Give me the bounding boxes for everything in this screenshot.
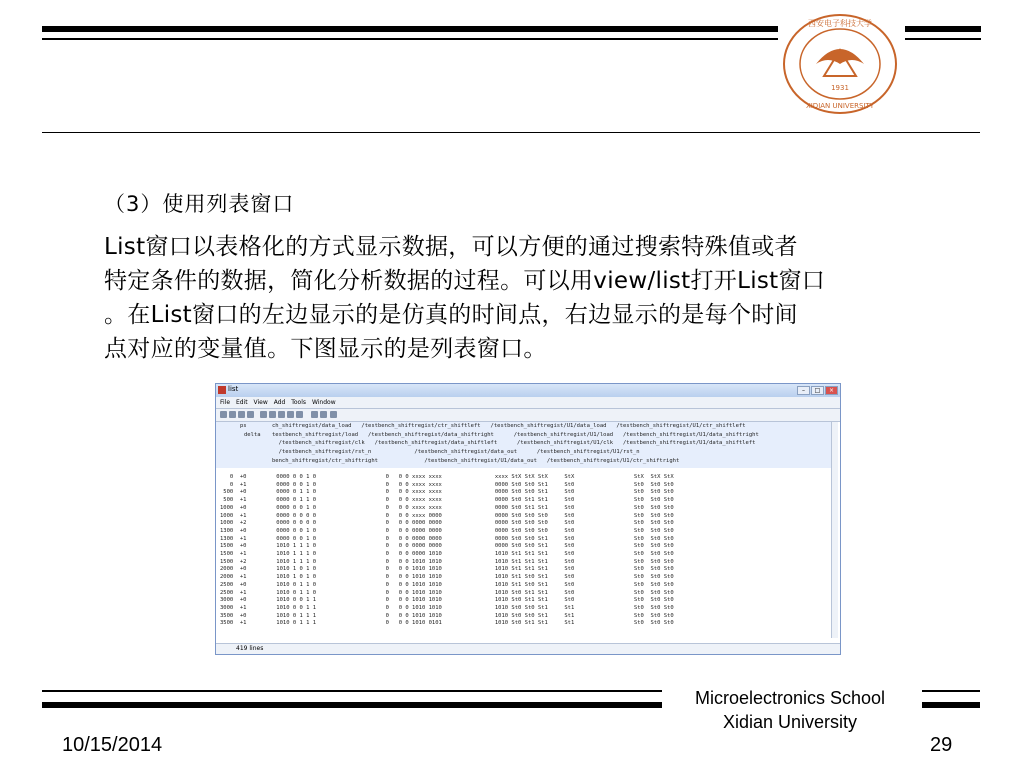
table-row: 1500 +0 1010 1 1 1 0 0 0 0 0000 0000 0000 St0 St0 St1 St0 St0 St0 St0 [220,543,674,550]
header-ps: ps [240,423,247,429]
footer-school-line2: Xidian University [722,712,858,732]
menu-add[interactable]: Add [273,399,286,406]
table-row: 1500 +1 1010 1 1 1 0 0 0 0 0000 1010 1010 St1 St1 St1 St0 St0 St0 St0 [220,551,674,557]
page-number: 29 [930,734,953,756]
list-content [216,422,840,645]
table-row: 500 +1 0000 0 1 1 0 0 0 0 xxxx xxxx 0000 St0 St1 St1 St0 St0 St0 St0 [220,497,674,504]
table-row: 1300 +1 0000 0 0 1 0 0 0 0 0000 0000 0000 St0 St0 St1 St0 St0 St0 St0 [220,535,674,542]
logo-year: 1931 [831,84,849,92]
body-line-3: 。在List窗口的左边显示的是仿真的时间点，右边显示的是每个时间 [104,302,798,328]
signal-header [216,422,834,468]
signal-label-row: /testbench_shiftregist/rst_n /testbench_shiftregist/data_out /testbench_shiftregist/U1/rst_n [272,449,640,456]
app-icon [218,386,226,394]
table-row: 2000 +1 1010 1 0 1 0 0 0 0 1010 1010 1010 St1 St0 St1 St0 St0 St0 St0 [220,574,674,581]
footer-bar-thick [42,702,662,708]
menu-bar [216,397,840,409]
body-line-1: List窗口以表格化的方式显示数据，可以方便的通过搜索特殊值或者 [104,234,798,260]
footer-bar-right-thick [922,702,980,708]
menu-file[interactable]: File [220,399,231,406]
signal-label-row: bench_shiftregist/ctr_shiftright /testbench_shiftregist/U1/data_out /testbench_shiftregist/U1/ctr_shiftright [272,457,680,464]
open-icon[interactable] [229,411,236,418]
table-row: 1000 +0 0000 0 0 1 0 0 0 0 xxxx xxxx 0000 St0 St1 St1 St0 St0 St0 St0 [220,504,674,511]
header-bar-right-thin [905,38,981,40]
status-bar [216,643,840,654]
table-row: 2500 +0 1010 0 1 1 0 0 0 0 1010 1010 1010 St1 St0 St1 St0 St0 St0 St0 [220,581,674,588]
table-row: 3000 +0 1010 0 0 1 1 0 0 0 1010 1010 1010 St0 St1 St1 St0 St0 St0 St0 [220,597,674,604]
tool-icon[interactable] [330,411,337,418]
signal-label-row: /testbench_shiftregist/clk /testbench_shiftregist/data_shiftleft /testbench_shiftregist/U1/clk /testbench_shiftregist/U1/data_shiftleft [272,440,756,447]
logo-name: XIDIAN UNIVERSITY [805,102,875,110]
footer-school-line1: Microelectronics School [694,688,886,708]
toolbar [216,409,840,422]
logo-ring-text: 西安电子科技大学 [808,19,872,28]
table-row: 1300 +0 0000 0 0 1 0 0 0 0 0000 0000 0000 St0 St0 St0 St0 St0 St0 St0 [220,527,674,534]
header-bar-right-thick [905,26,981,32]
list-window-screenshot [215,383,841,655]
new-icon[interactable] [220,411,227,418]
window-title-bar [216,384,840,397]
undo-icon[interactable] [287,411,294,418]
footer-bar-right-thin [922,690,980,692]
table-row: 0 +1 0000 0 0 1 0 0 0 0 xxxx xxxx 0000 St0 St0 St1 St0 St0 St0 St0 [220,481,674,488]
table-row: 0 +0 0000 0 0 1 0 0 0 0 xxxx xxxx xxxx StX StX StX StX StX StX StX [220,474,674,480]
table-row: 2000 +0 1010 1 0 1 0 0 0 0 1010 1010 1010 St1 St1 St1 St0 St0 St0 St0 [220,566,674,573]
table-row: 3000 +1 1010 0 0 1 1 0 0 0 1010 1010 1010 St0 St0 St1 St1 St0 St0 St0 [220,604,674,611]
header-bar-thick [42,26,778,32]
line-count: 419 lines [236,645,264,652]
table-row: 500 +0 0000 0 1 1 0 0 0 0 xxxx xxxx 0000 St0 St0 St1 St0 St0 St0 St0 [220,489,674,496]
menu-tools[interactable]: Tools [291,399,307,406]
header-bar-thin [42,38,778,40]
body-line-4: 点对应的变量值。下图显示的是列表窗口。 [104,336,547,362]
footer-school [665,686,915,734]
body-line-2: 特定条件的数据，简化分析数据的过程。可以用view/list打开List窗口 [104,268,826,294]
table-row: 1500 +2 1010 1 1 1 0 0 0 0 1010 1010 1010 St1 St1 St1 St0 St0 St0 St0 [220,558,674,565]
bookmark-icon[interactable] [320,411,327,418]
table-row: 3500 +1 1010 0 1 1 1 0 0 0 1010 0101 1010 St0 St1 St1 St1 St0 St0 St0 [220,620,674,627]
save-icon[interactable] [238,411,245,418]
signal-label-row: testbench_shiftregist/load /testbench_shiftregist/data_shiftright /testbench_shiftregist/U1/load /testbench_shiftregist/U1/data_shiftright [272,431,759,438]
paste-icon[interactable] [278,411,285,418]
close-icon[interactable]: × [825,386,838,395]
copy-icon[interactable] [269,411,276,418]
menu-window[interactable]: Window [311,399,336,406]
section-heading: （3）使用列表窗口 [104,192,295,216]
maximize-icon[interactable]: □ [811,386,824,395]
table-row: 1000 +2 0000 0 0 0 0 0 0 0 0000 0000 0000 St0 St0 St0 St0 St0 St0 St0 [220,520,674,527]
minimize-icon[interactable]: – [797,386,810,395]
redo-icon[interactable] [296,411,303,418]
menu-edit[interactable]: Edit [235,399,248,406]
header-rule [42,132,980,133]
table-row: 2500 +1 1010 0 1 1 0 0 0 0 1010 1010 1010 St0 St1 St1 St0 St0 St0 St0 [220,589,674,596]
footer-date: 10/15/2014 [62,734,163,756]
window-title: list [228,385,239,393]
signal-label-row: ch_shiftregist/data_load /testbench_shiftregist/ctr_shiftleft /testbench_shiftregist/U1/data_load /testbench_shiftregist/U1/ctr_shiftleft [272,423,746,429]
university-logo [780,12,900,116]
menu-view[interactable]: View [253,399,268,406]
cut-icon[interactable] [260,411,267,418]
table-row: 3500 +0 1010 0 1 1 1 0 0 0 1010 1010 1010 St0 St0 St1 St1 St0 St0 St0 [220,612,674,619]
header-delta: delta [244,431,261,438]
vertical-scrollbar[interactable] [831,422,838,638]
table-row: 1000 +1 0000 0 0 0 0 0 0 0 xxxx 0000 0000 St0 St0 St0 St0 St0 St0 St0 [220,512,674,519]
find-icon[interactable] [311,411,318,418]
footer-bar-thin [42,690,662,692]
print-icon[interactable] [247,411,254,418]
